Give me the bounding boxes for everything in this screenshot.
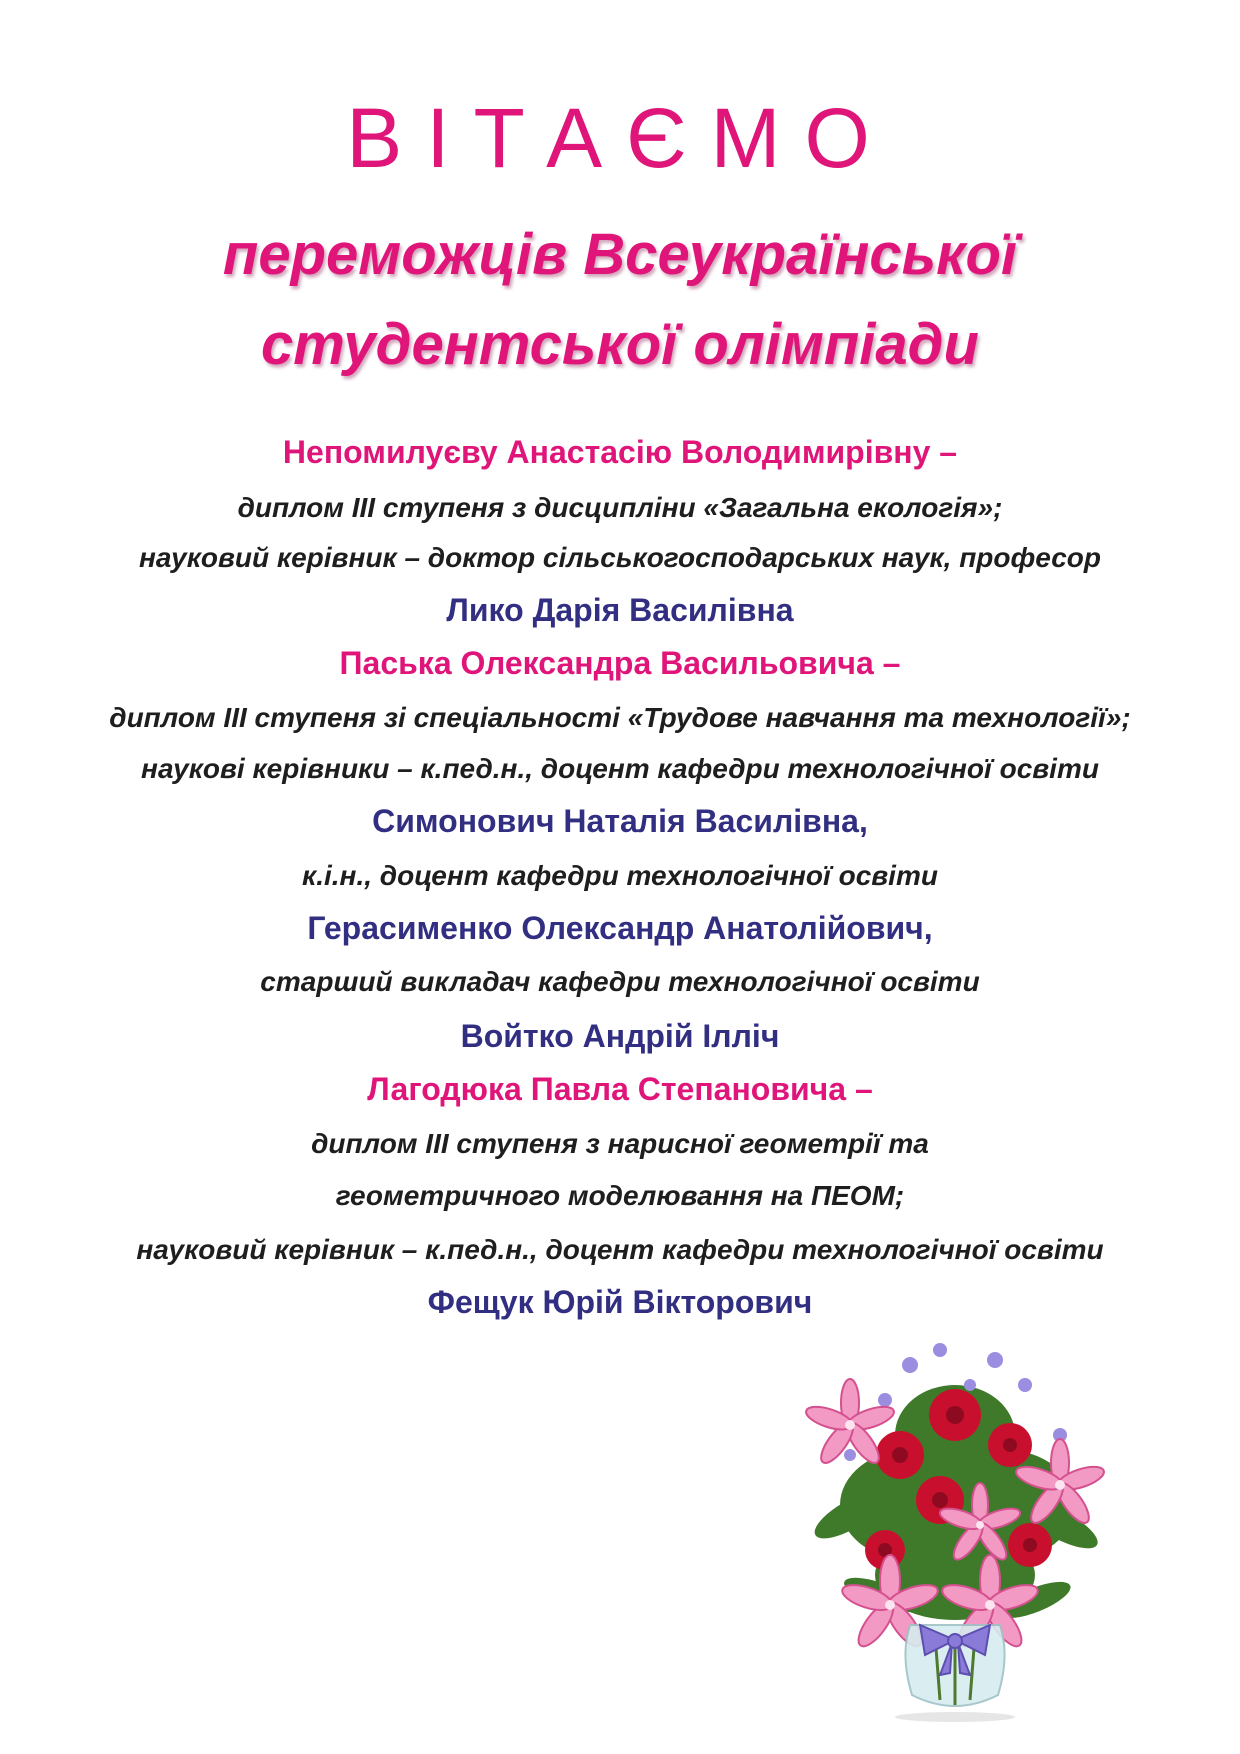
flower-bouquet-icon [790,1325,1120,1725]
winner-name: Лагодюка Павла Степановича – [367,1071,873,1107]
award-description: диплом ІІІ ступеня з дисципліни «Загальна екологія»; [237,492,1003,523]
winner-name: Паська Олександра Васильовича – [339,645,901,681]
supervisor-name: Герасименко Олександр Анатолійович, [307,910,933,946]
award-description: геометричного моделювання на ПЕОМ; [335,1180,905,1211]
supervisor-role: к.і.н., доцент кафедри технологічної освіти [302,860,938,891]
supervisor-name: Лико Дарія Василівна [446,592,794,628]
supervisor-name: Фещук Юрій Вікторович [427,1284,813,1320]
supervisor-role: наукові керівники – к.пед.н., доцент кафедри технологічної освіти [141,753,1099,784]
page-title: ВІТАЄМО [346,91,894,185]
supervisor-name: Симонович Наталія Василівна, [372,803,868,839]
subtitle-line-1: переможців Всеукраїнської [222,222,1018,287]
supervisor-role: науковий керівник – к.пед.н., доцент кафедри технологічної освіти [136,1234,1104,1265]
supervisor-name: Войтко Андрій Ілліч [460,1018,780,1054]
award-description: диплом ІІІ ступеня з нарисної геометрії та [311,1128,929,1159]
winner-name: Непомилуєву Анастасію Володимирівну – [282,434,958,470]
supervisor-role: старший викладач кафедри технологічної освіти [260,966,980,997]
subtitle-line-2: студентської олімпіади [261,312,979,377]
supervisor-role: науковий керівник – доктор сільськогосподарських наук, професор [139,542,1101,573]
award-description: диплом ІІІ ступеня зі спеціальності «Трудове навчання та технології»; [109,702,1131,733]
